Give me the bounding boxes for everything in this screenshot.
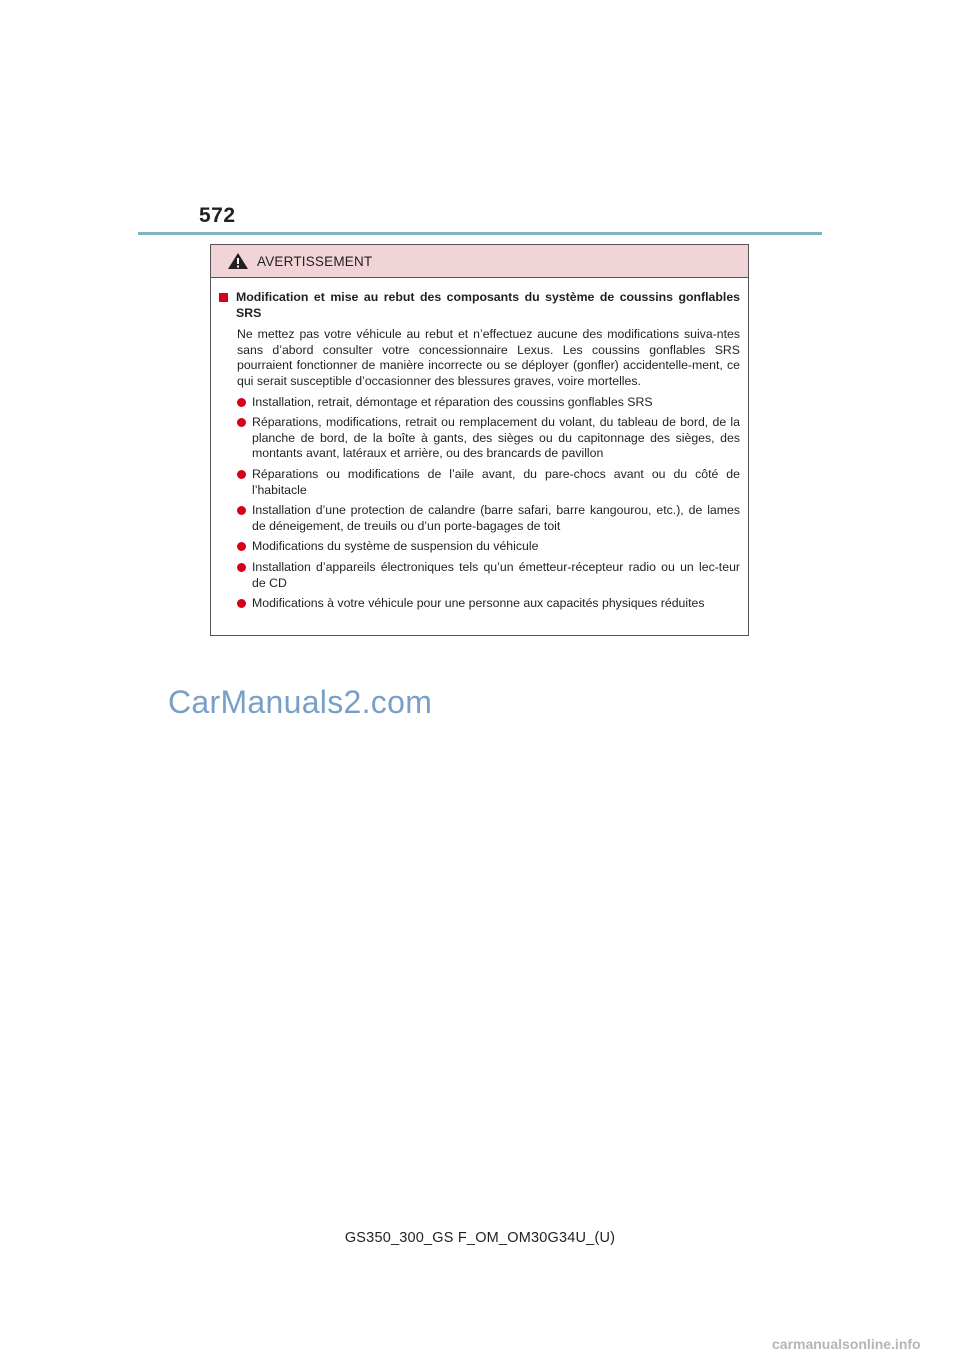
header-rule	[138, 232, 822, 235]
list-item	[237, 539, 740, 555]
list-item	[237, 467, 740, 498]
page-number: 572	[199, 204, 236, 227]
footer-watermark: carmanualsonline.info	[772, 1336, 921, 1352]
list-item-text: Installation d’une protection de calandre (barre safari, barre kangourou, etc.), de lames de déneigement, de treuils ou d’un porte-bagages de toit	[252, 503, 740, 533]
square-bullet-icon	[219, 293, 228, 302]
warning-box	[210, 244, 749, 636]
watermark-link[interactable]: CarManuals2.com	[168, 684, 433, 720]
bullet-dot-icon	[237, 398, 246, 407]
warning-body	[211, 278, 748, 612]
list-item-text: Installation d’appareils électroniques tels qu’un émetteur-récepteur radio ou un lec-teur de CD	[252, 559, 740, 590]
intro-paragraph: Ne mettez pas votre véhicule au rebut et n’effectuez aucune des modifications suiva-ntes sans d’abord consulter votre concessionnaire Lexus. Les coussins gonflables SRS pourraient fonctionner de manière incorrecte ou se déployer (gonfler) accidentelle-ment, ce qui serait susceptible d’occasionner des blessures graves, voire mortelles.	[237, 327, 740, 388]
section-title: Modification et mise au rebut des composants du système de coussins gonflables SRS	[236, 290, 740, 320]
list-item	[237, 596, 740, 612]
bullet-list	[219, 395, 740, 612]
list-item-text: Modifications du système de suspension du véhicule	[252, 539, 539, 554]
list-item-text: Réparations ou modifications de l’aile avant, du pare-chocs avant ou du côté de l’habitacle	[252, 466, 740, 497]
bullet-dot-icon	[237, 599, 246, 608]
footer-code: GS350_300_GS F_OM_OM30G34U_(U)	[344, 1230, 616, 1246]
list-item	[237, 560, 740, 591]
list-item-text: Réparations, modifications, retrait ou remplacement du volant, du tableau de bord, de la planche de bord, de la boîte à gants, des sièges ou du capitonnage des sièges, des montants avant, latéraux et arrière, ou des brancards de pavillon	[252, 415, 740, 461]
bullet-dot-icon	[237, 418, 246, 427]
list-item-text: Installation, retrait, démontage et réparation des coussins gonflables SRS	[252, 394, 653, 409]
bullet-dot-icon	[237, 563, 246, 572]
list-item-text: Modifications à votre véhicule pour une personne aux capacités physiques réduites	[252, 596, 705, 611]
bullet-dot-icon	[237, 542, 246, 551]
warning-title: AVERTISSEMENT	[257, 253, 373, 269]
section-heading	[219, 290, 740, 321]
bullet-dot-icon	[237, 506, 246, 515]
bullet-dot-icon	[237, 470, 246, 479]
list-item	[237, 415, 740, 462]
warning-triangle-icon	[227, 252, 249, 270]
warning-header	[211, 245, 748, 278]
list-item	[237, 503, 740, 534]
list-item	[237, 395, 740, 411]
